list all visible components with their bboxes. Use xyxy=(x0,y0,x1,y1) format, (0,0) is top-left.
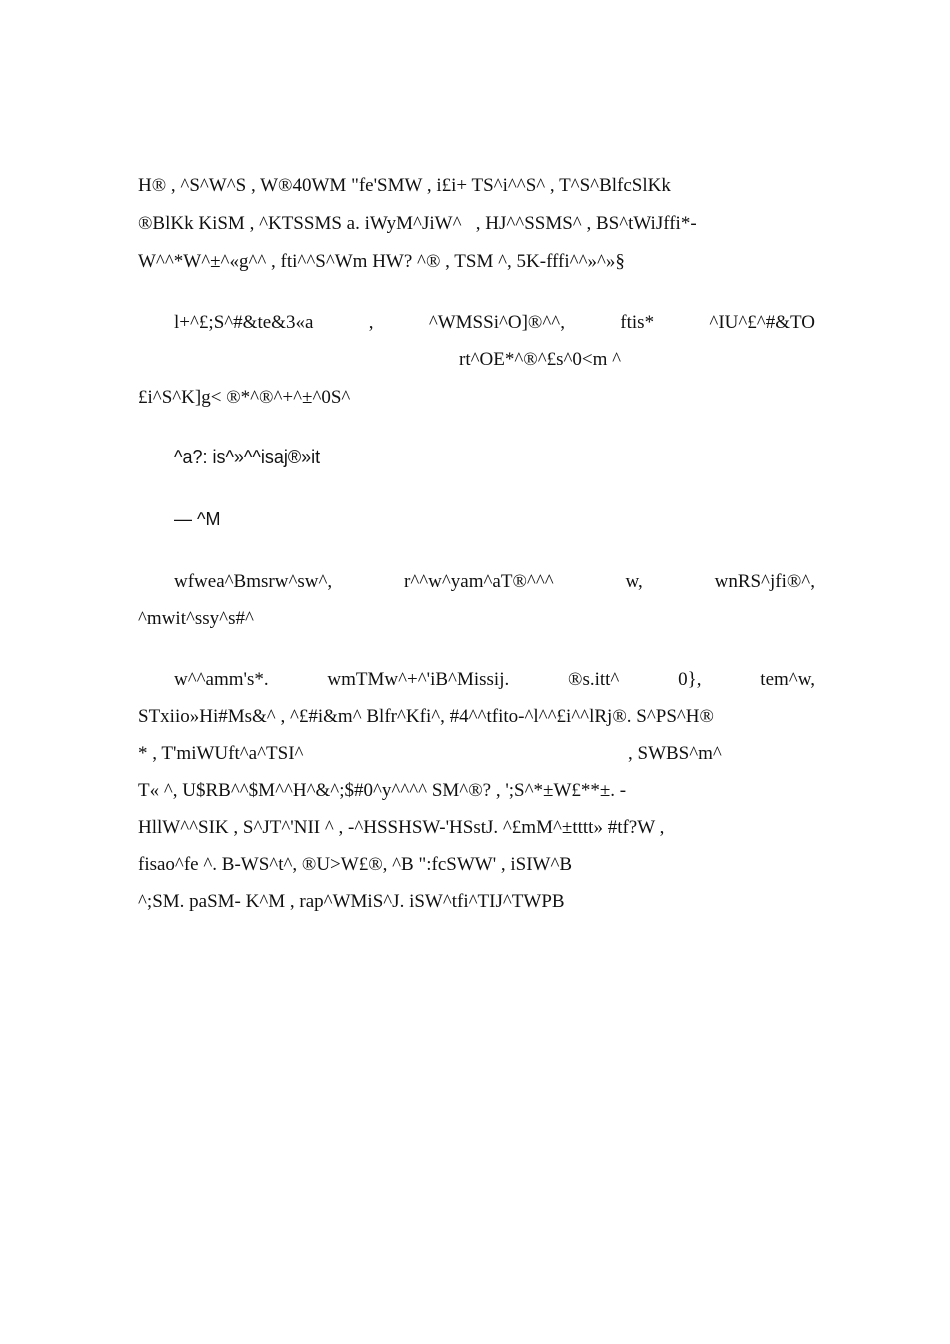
justified-line xyxy=(174,570,815,594)
word: ®s.itt^ xyxy=(568,669,620,690)
text-line: fisao^fe ^. B-WS^t^, ®U>W£®, ^B ":fcSWW' , iSIW^B xyxy=(138,854,573,875)
text-line: — ^M xyxy=(174,509,221,529)
word: tem^w, xyxy=(760,669,815,690)
word: ^IU^£^#&TO xyxy=(709,312,815,333)
justified-line xyxy=(174,668,815,692)
justified-line xyxy=(174,311,815,335)
text-line: rt^OE*^®^£s^0<m ^ xyxy=(459,349,622,370)
word: 0}, xyxy=(678,669,702,690)
text-line: ®BlKk KiSM , ^KTSSMS a. iWyM^JiW^ , HJ^^SSMS^ , BS^tWiJffi*- xyxy=(138,213,697,234)
word: r^^w^yam^aT®^^^ xyxy=(404,571,554,592)
text-line: ^;SM. paSM- K^M , rap^WMiS^J. iSW^tfi^TIJ^TWPB xyxy=(138,891,565,912)
text-line: , SWBS^m^ xyxy=(628,743,722,764)
word: l+^£;S^#&te&3«a xyxy=(174,312,314,333)
word: wfwea^Bmsrw^sw^, xyxy=(174,571,333,592)
text-line: T« ^, U$RB^^$M^^H^&^;$#0^y^^^^ SM^®? , ';S^*±W£**±. - xyxy=(138,780,627,801)
word: ^WMSSi^O]®^^, xyxy=(428,312,565,333)
word: wmTMw^+^'iB^Missij. xyxy=(327,669,510,690)
text-line: ^mwit^ssy^s#^ xyxy=(138,608,254,629)
text-line: STxiio»Hi#Ms&^ , ^£#i&m^ Blfr^Kfi^, #4^^tfito-^l^^£i^^lRj®. S^PS^H® xyxy=(138,706,714,727)
text-line: £i^S^K]g< ®*^®^+^±^0S^ xyxy=(138,387,351,408)
text-line: HllW^^SIK , S^JT^'NII ^ , -^HSSHSW-'HSstJ. ^£mM^±tttt» #tf?W , xyxy=(138,817,665,838)
text-line: H® , ^S^W^S , W®40WM "fe'SMW , i£i+ TS^i^^S^ , T^S^BlfcSlKk xyxy=(138,175,671,196)
text-line: W^^*W^±^«g^^ , fti^^S^Wm HW? ^® , TSM ^, 5K-fffi^^»^»§ xyxy=(138,251,625,272)
word: , xyxy=(368,312,374,333)
text-line: ^a?: is^»^^isaj®»it xyxy=(174,447,321,467)
word: w^^amm's*. xyxy=(174,669,269,690)
word: ftis* xyxy=(620,312,655,333)
word: w, xyxy=(625,571,643,592)
word: wnRS^jfi®^, xyxy=(714,571,815,592)
text-line: * , T'miWUft^a^TSI^ xyxy=(138,743,304,764)
